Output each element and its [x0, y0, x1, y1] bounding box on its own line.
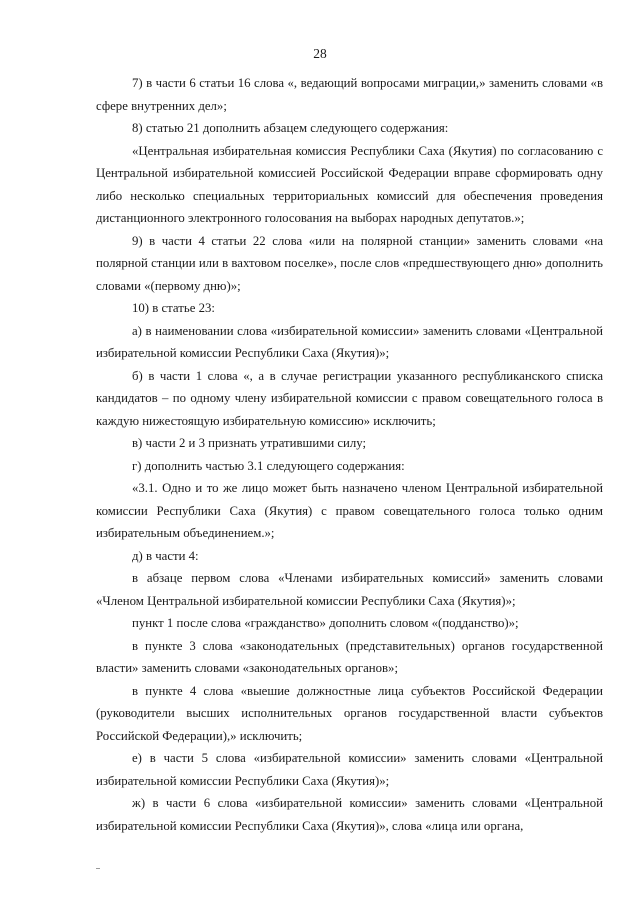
paragraph-item-9: 9) в части 4 статьи 22 слова «или на полярной станции» заменить словами «на полярной станции или в вахтовом поселке», после слов «предшествующего дню» дополнить словами «(первому дню)»;: [96, 233, 603, 293]
page-number: 28: [313, 46, 327, 61]
paragraph-subitem-v: в) части 2 и 3 признать утратившими силу;: [132, 436, 367, 450]
paragraph-point-4: в пункте 4 слова «выешие должностные лица субъектов Российской Федерации (руководители высших исполнительных органов государственной власти субъектов Российской Федерации),» исключить;: [96, 683, 603, 743]
paragraph-point-3: в пункте 3 слова «законодательных (представительных) органов государственной власти» заменить словами «законодательных органов»;: [96, 638, 603, 675]
scan-artifact: [96, 868, 100, 869]
paragraph-point-1: пункт 1 после слова «гражданство» дополнить словом «(подданство)»;: [132, 616, 519, 630]
paragraph-item-10: 10) в статье 23:: [132, 301, 215, 315]
paragraph-item-7: 7) в части 6 статьи 16 слова «, ведающий вопросами миграции,» заменить словами «в сфере внутренних дел»;: [96, 76, 603, 113]
paragraph-subitem-e: е) в части 5 слова «избирательной комиссии» заменить словами «Центральной избирательной комиссии Республики Саха (Якутия)»;: [96, 751, 603, 788]
paragraph-first-abzac: в абзаце первом слова «Членами избирательных комиссий» заменить словами «Членом Центральной избирательной комиссии Республики Саха (Якутия)»;: [96, 571, 603, 608]
paragraph-item-8: 8) статью 21 дополнить абзацем следующего содержания:: [132, 121, 449, 135]
paragraph-subitem-zh: ж) в части 6 слова «избирательной комиссии» заменить словами «Центральной избирательной комиссии Республики Саха (Якутия)», слова «лица или органа,: [96, 796, 603, 833]
document-body: [96, 72, 603, 837]
paragraph-subitem-b: б) в части 1 слова «, а в случае регистрации указанного республиканского списка кандидатов – по одному члену избирательной комиссии с правом совещательного голоса в каждую нижестоящую избирательную комиссию» исключить;: [96, 368, 603, 428]
paragraph-subitem-a: а) в наименовании слова «избирательной комиссии» заменить словами «Центральной избирательной комиссии Республики Саха (Якутия)»;: [96, 323, 603, 360]
paragraph-subitem-g: г) дополнить частью 3.1 следующего содержания:: [132, 458, 405, 473]
paragraph-quote-article-21: «Центральная избирательная комиссия Республики Саха (Якутия) по согласованию с Центральной избирательной комиссией Российской Федерации вправе сформировать одну либо несколько специальных территориальных комиссий для обеспечения проведения дистанционного электронного голосования на выборах народных депутатов.»;: [96, 143, 603, 225]
paragraph-subitem-d: д) в части 4:: [132, 548, 199, 563]
paragraph-quote-part-3-1: «3.1. Одно и то же лицо может быть назначено членом Центральной избирательной комиссии Республики Саха (Якутия) с правом совещательного голоса только одним избирательным объединением.»;: [96, 481, 603, 540]
